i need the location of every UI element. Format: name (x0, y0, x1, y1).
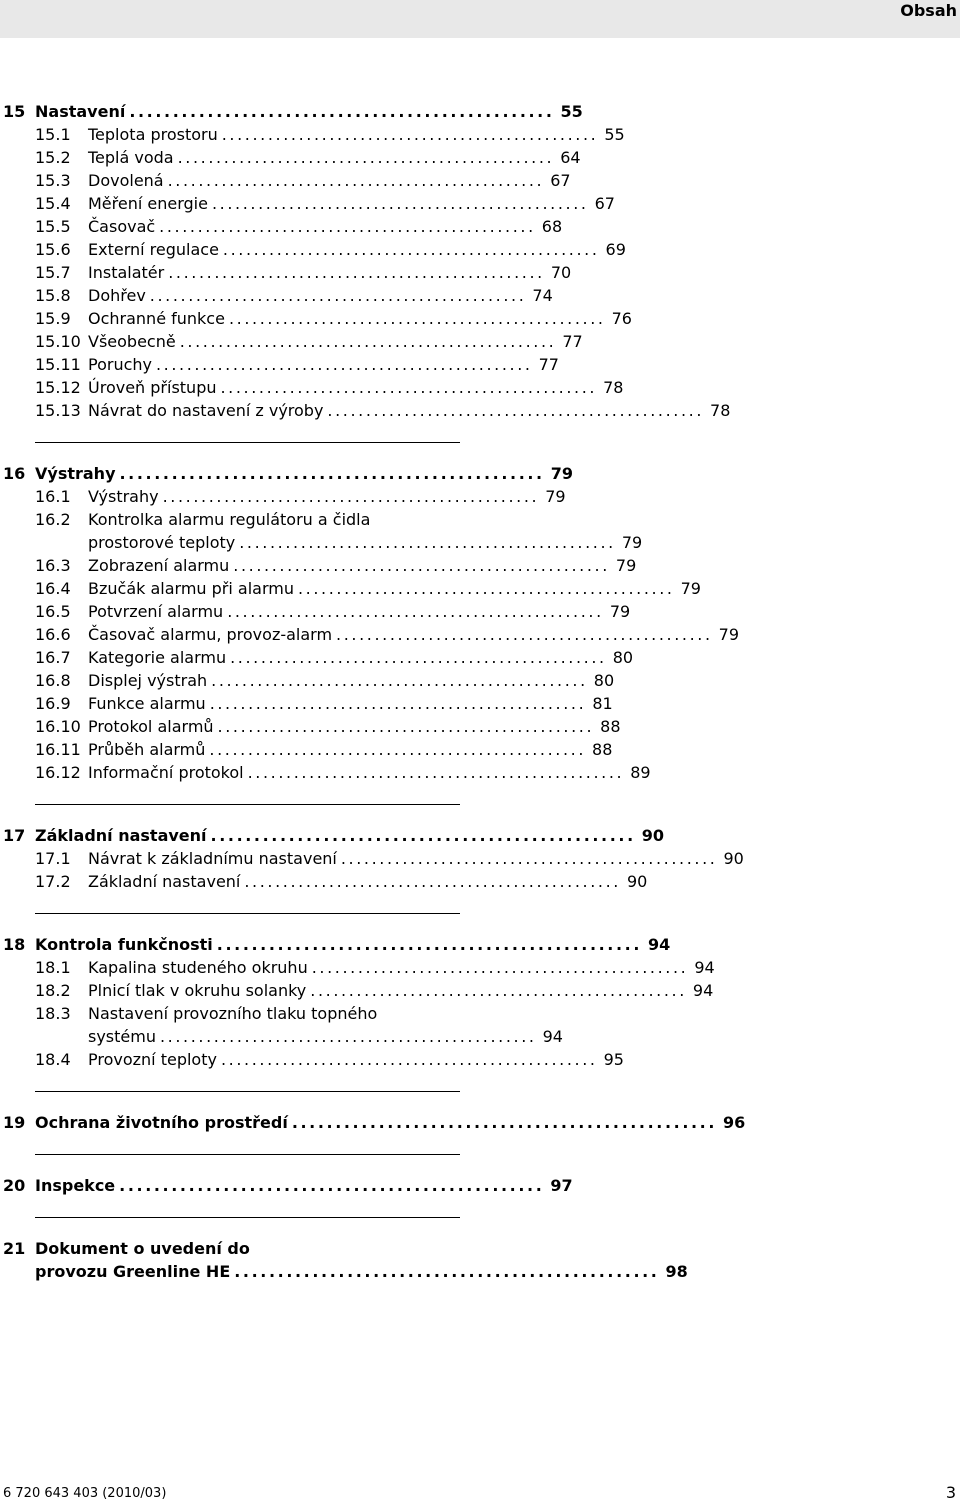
entry-page[interactable]: 55 (560, 102, 583, 121)
entry-title[interactable]: Výstrahy (88, 487, 159, 506)
toc-section-18 (3, 913, 715, 1071)
entry-body (35, 1260, 688, 1283)
entry-page[interactable]: 74 (532, 286, 553, 305)
entry-page[interactable]: 69 (605, 240, 626, 259)
dot-leader: ................................................. (227, 602, 604, 621)
entry-body (88, 307, 632, 330)
dot-leader: ................................................. (177, 148, 555, 167)
entry-page[interactable]: 77 (562, 332, 583, 351)
entry-number: 17.2 (35, 872, 71, 891)
dot-leader: ................................................. (216, 935, 643, 954)
entry-title[interactable]: Nastavení (35, 102, 126, 121)
entry-number: 17 (3, 826, 26, 845)
entry-page[interactable]: 79 (550, 464, 573, 483)
toc-entry-row[interactable] (3, 761, 651, 784)
toc-entry-row[interactable] (3, 353, 559, 376)
entry-number: 18.1 (35, 958, 71, 977)
toc-section-21 (3, 1217, 688, 1283)
entry-number: 16.11 (35, 740, 81, 759)
toc-section-15 (3, 100, 731, 422)
entry-title[interactable]: Funkce alarmu (88, 694, 206, 713)
toc-chapter-row[interactable] (3, 1174, 573, 1197)
entry-title[interactable]: Potvrzení alarmu (88, 602, 224, 621)
dot-leader: ................................................. (168, 263, 545, 282)
toc-entry-row[interactable] (3, 485, 566, 508)
entry-page[interactable]: 94 (648, 935, 671, 954)
toc-entry-row[interactable] (3, 508, 460, 531)
entry-page[interactable]: 55 (604, 125, 625, 144)
dot-leader: ................................................. (159, 1027, 537, 1046)
entry-body (88, 485, 566, 508)
dot-leader: ................................................. (167, 171, 545, 190)
entry-page[interactable]: 64 (560, 148, 581, 167)
dot-leader: ................................................. (209, 740, 587, 759)
dot-leader: ................................................. (119, 464, 545, 483)
section-divider (35, 1217, 460, 1218)
dot-leader: ................................................. (336, 625, 713, 644)
entry-title-continued[interactable]: prostorové teploty (88, 533, 236, 552)
header-title: Obsah (900, 1, 957, 20)
entry-body (88, 554, 637, 577)
toc-entry-row[interactable] (3, 669, 615, 692)
entry-page[interactable]: 78 (603, 378, 624, 397)
entry-body (88, 1048, 624, 1071)
entry-page[interactable]: 98 (665, 1262, 688, 1281)
dot-leader: ................................................. (230, 648, 607, 667)
entry-title[interactable]: Protokol alarmů (88, 717, 214, 736)
entry-title[interactable]: Dohřev (88, 286, 146, 305)
entry-number: 15.11 (35, 355, 81, 374)
dot-leader: ................................................. (221, 125, 599, 144)
dot-leader: ................................................. (210, 826, 636, 845)
entry-body (88, 646, 634, 669)
entry-number: 16.9 (35, 694, 71, 713)
toc-entry-row[interactable] (3, 123, 625, 146)
entry-title[interactable]: Nastavení provozního tlaku topného (88, 1004, 378, 1023)
dot-leader: ................................................. (310, 981, 687, 1000)
entry-number: 15.12 (35, 378, 81, 397)
toc-entry-row[interactable] (3, 399, 731, 422)
page-number: 3 (945, 1483, 956, 1502)
entry-title[interactable]: Kapalina studeného okruhu (88, 958, 308, 977)
entry-body (88, 738, 613, 761)
toc-entry-row[interactable] (3, 238, 626, 261)
entry-title[interactable]: Plnicí tlak v okruhu solanky (88, 981, 307, 1000)
toc-entry-row[interactable] (3, 715, 621, 738)
entry-page[interactable]: 68 (541, 217, 563, 236)
entry-body (88, 1025, 563, 1048)
toc-entry-row[interactable] (3, 646, 634, 669)
section-divider (35, 1154, 460, 1155)
entry-title[interactable]: Všeobecně (88, 332, 176, 351)
entry-page[interactable]: 89 (630, 763, 651, 782)
entry-body (35, 824, 665, 847)
entry-number: 17.1 (35, 849, 71, 868)
dot-leader: ................................................. (291, 1113, 718, 1132)
entry-page[interactable]: 77 (538, 355, 559, 374)
entry-title[interactable]: Průběh alarmů (88, 740, 206, 759)
entry-body (88, 669, 615, 692)
toc-entry-row[interactable] (3, 169, 571, 192)
document-code: 6 720 643 403 (2010/03) (3, 1486, 167, 1501)
entry-body (35, 1174, 573, 1197)
entry-number: 16.3 (35, 556, 71, 575)
entry-number: 16.12 (35, 763, 81, 782)
section-divider (35, 1091, 460, 1092)
entry-title[interactable]: Návrat k základnímu nastavení (88, 849, 337, 868)
entry-page[interactable]: 79 (680, 579, 701, 598)
table-of-contents (3, 100, 746, 1303)
entry-body (88, 353, 559, 376)
entry-body (88, 215, 563, 238)
entry-title[interactable]: Úroveň přístupu (88, 378, 217, 397)
toc-entry-row[interactable] (3, 307, 632, 330)
entry-title[interactable]: Teplá voda (88, 148, 174, 167)
entry-page[interactable]: 79 (545, 487, 566, 506)
entry-page[interactable]: 90 (641, 826, 665, 845)
dot-leader: ................................................. (247, 763, 625, 782)
section-divider (35, 804, 460, 805)
toc-entry-row[interactable] (3, 577, 701, 600)
entry-number: 18.4 (35, 1050, 71, 1069)
entry-body (35, 933, 671, 956)
dot-leader: ................................................. (149, 286, 527, 305)
dot-leader: ................................................. (239, 533, 616, 552)
toc-chapter-row[interactable] (3, 933, 671, 956)
toc-entry-row[interactable] (3, 1002, 460, 1025)
toc-entry-row[interactable] (3, 979, 714, 1002)
toc-chapter-row[interactable] (3, 824, 665, 847)
entry-body (88, 600, 631, 623)
entry-number: 15.6 (35, 240, 71, 259)
entry-number: 16.7 (35, 648, 71, 667)
entry-body (88, 956, 715, 979)
entry-title[interactable]: Výstrahy (35, 464, 116, 483)
dot-leader: ................................................. (327, 401, 705, 420)
entry-page[interactable]: 94 (692, 981, 714, 1000)
dot-leader: ................................................. (220, 1050, 598, 1069)
entry-body (88, 123, 625, 146)
entry-body (88, 376, 624, 399)
entry-number: 15.10 (35, 332, 81, 351)
entry-number: 16.5 (35, 602, 71, 621)
dot-leader: ................................................. (162, 487, 540, 506)
entry-page[interactable]: 81 (592, 694, 613, 713)
toc-chapter-row[interactable] (3, 100, 583, 123)
dot-leader: ................................................. (220, 378, 598, 397)
entry-number: 15.9 (35, 309, 71, 328)
entry-page[interactable]: 94 (694, 958, 715, 977)
toc-section-20 (3, 1154, 573, 1197)
entry-number: 15 (3, 102, 26, 121)
entry-number: 15.4 (35, 194, 71, 213)
toc-entry-row[interactable] (3, 847, 744, 870)
toc-entry-row[interactable] (3, 554, 637, 577)
entry-number: 15.1 (35, 125, 71, 144)
toc-entry-row[interactable] (3, 1048, 624, 1071)
toc-entry-row[interactable] (3, 692, 613, 715)
toc-section-19 (3, 1091, 746, 1134)
entry-page[interactable]: 90 (723, 849, 744, 868)
entry-title[interactable]: Kontrola funkčnosti (35, 935, 213, 954)
entry-title[interactable]: Kontrolka alarmu regulátoru a čidla (88, 510, 371, 529)
entry-page[interactable]: 88 (600, 717, 621, 736)
toc-entry-row[interactable] (3, 376, 624, 399)
toc-entry-row[interactable] (3, 284, 553, 307)
toc-entry-row[interactable] (3, 623, 740, 646)
dot-leader: ................................................. (244, 872, 621, 891)
entry-number: 15.2 (35, 148, 71, 167)
entry-number: 15.3 (35, 171, 71, 190)
entry-body (88, 238, 626, 261)
entry-number: 15.8 (35, 286, 71, 305)
entry-page[interactable]: 67 (550, 171, 571, 190)
entry-title[interactable]: Zobrazení alarmu (88, 556, 230, 575)
entry-number: 16.2 (35, 510, 71, 529)
entry-body (88, 261, 572, 284)
entry-page[interactable]: 94 (542, 1027, 563, 1046)
toc-entry-row[interactable] (3, 738, 613, 761)
entry-body (88, 979, 714, 1002)
section-divider (35, 913, 460, 914)
dot-leader: ................................................. (209, 694, 587, 713)
entry-body (88, 531, 643, 554)
entry-number: 16.10 (35, 717, 81, 736)
entry-number: 19 (3, 1113, 26, 1132)
entry-number: 15.7 (35, 263, 71, 282)
section-divider (35, 442, 460, 443)
entry-body (88, 146, 581, 169)
toc-chapter-row[interactable] (3, 1111, 746, 1134)
entry-page[interactable]: 79 (718, 625, 740, 644)
entry-number: 16 (3, 464, 26, 483)
entry-title[interactable]: Displej výstrah (88, 671, 208, 690)
entry-number: 20 (3, 1176, 26, 1195)
dot-leader: ................................................. (233, 556, 610, 575)
entry-body (88, 169, 571, 192)
entry-title[interactable]: Dokument o uvedení do (35, 1239, 250, 1258)
entry-body (88, 761, 651, 784)
entry-page[interactable]: 95 (603, 1050, 624, 1069)
entry-page[interactable]: 67 (594, 194, 615, 213)
dot-leader: ................................................. (159, 217, 536, 236)
toc-entry-row[interactable] (3, 870, 648, 893)
entry-body (88, 1002, 460, 1025)
entry-body (88, 623, 740, 646)
dot-leader: ................................................. (222, 240, 600, 259)
entry-title[interactable]: Časovač (88, 217, 156, 236)
entry-number: 16.4 (35, 579, 71, 598)
entry-title[interactable]: Bzučák alarmu při alarmu (88, 579, 294, 598)
entry-body (35, 100, 583, 123)
entry-number: 15.5 (35, 217, 71, 236)
toc-entry-row[interactable] (3, 600, 631, 623)
dot-leader: ................................................. (119, 1176, 545, 1195)
dot-leader: ................................................. (228, 309, 606, 328)
entry-page[interactable]: 76 (611, 309, 632, 328)
dot-leader: ................................................. (340, 849, 718, 868)
entry-page[interactable]: 80 (612, 648, 634, 667)
entry-title-continued[interactable]: systému (88, 1027, 156, 1046)
entry-body (35, 462, 573, 485)
toc-chapter-row-continued[interactable] (3, 1260, 688, 1283)
entry-body (88, 870, 648, 893)
entry-number: 16.1 (35, 487, 71, 506)
toc-entry-row[interactable] (3, 215, 563, 238)
entry-number: 21 (3, 1239, 26, 1258)
entry-body (35, 1111, 746, 1134)
dot-leader: ................................................. (129, 102, 555, 121)
entry-title-continued[interactable]: provozu Greenline HE (35, 1262, 231, 1281)
toc-section-16 (3, 442, 740, 784)
entry-number: 18.3 (35, 1004, 71, 1023)
entry-body (88, 577, 701, 600)
entry-page[interactable]: 90 (627, 872, 648, 891)
entry-title[interactable]: Základní nastavení (35, 826, 207, 845)
entry-page[interactable]: 79 (615, 556, 637, 575)
entry-body (88, 192, 615, 215)
header-bar (0, 0, 960, 38)
entry-page[interactable]: 97 (550, 1176, 573, 1195)
dot-leader: ................................................. (217, 717, 595, 736)
toc-entry-row-continued[interactable] (3, 531, 643, 554)
entry-title[interactable]: Inspekce (35, 1176, 116, 1195)
entry-title[interactable]: Informační protokol (88, 763, 244, 782)
entry-title[interactable]: Časovač alarmu, provoz-alarm (88, 625, 333, 644)
dot-leader: ................................................. (311, 958, 689, 977)
entry-page[interactable]: 96 (723, 1113, 746, 1132)
dot-leader: ................................................. (211, 671, 588, 690)
entry-body (88, 284, 553, 307)
entry-title[interactable]: Ochranné funkce (88, 309, 225, 328)
toc-entry-row[interactable] (3, 261, 572, 284)
toc-entry-row-continued[interactable] (3, 1025, 563, 1048)
dot-leader: ................................................. (297, 579, 675, 598)
entry-number: 16.8 (35, 671, 71, 690)
toc-entry-row[interactable] (3, 146, 581, 169)
entry-body (88, 399, 731, 422)
dot-leader: ................................................. (179, 332, 557, 351)
entry-body (88, 330, 583, 353)
toc-entry-row[interactable] (3, 192, 615, 215)
entry-number: 16.6 (35, 625, 71, 644)
entry-page[interactable]: 79 (621, 533, 643, 552)
entry-body (88, 692, 613, 715)
entry-title[interactable]: Měření energie (88, 194, 208, 213)
toc-chapter-row[interactable] (3, 462, 573, 485)
entry-title[interactable]: Dovolená (88, 171, 164, 190)
toc-entry-row[interactable] (3, 956, 715, 979)
entry-title[interactable]: Základní nastavení (88, 872, 241, 891)
entry-body (35, 1237, 460, 1260)
toc-chapter-row[interactable] (3, 1237, 460, 1260)
entry-title[interactable]: Externí regulace (88, 240, 219, 259)
entry-page[interactable]: 79 (609, 602, 631, 621)
dot-leader: ................................................. (211, 194, 589, 213)
entry-number: 18 (3, 935, 26, 954)
entry-title[interactable]: Provozní teploty (88, 1050, 217, 1069)
entry-body (88, 847, 744, 870)
entry-page[interactable]: 80 (593, 671, 615, 690)
toc-section-17 (3, 804, 744, 893)
entry-page[interactable]: 70 (550, 263, 572, 282)
entry-title[interactable]: Instalatér (88, 263, 165, 282)
entry-page[interactable]: 88 (592, 740, 613, 759)
entry-number: 18.2 (35, 981, 71, 1000)
entry-title[interactable]: Poruchy (88, 355, 152, 374)
entry-title[interactable]: Teplota prostoru (88, 125, 218, 144)
entry-title[interactable]: Ochrana životního prostředí (35, 1113, 288, 1132)
entry-body (88, 715, 621, 738)
entry-body (88, 508, 460, 531)
entry-page[interactable]: 78 (710, 401, 731, 420)
dot-leader: ................................................. (156, 355, 533, 374)
toc-entry-row[interactable] (3, 330, 583, 353)
dot-leader: ................................................. (234, 1262, 660, 1281)
entry-title[interactable]: Kategorie alarmu (88, 648, 227, 667)
entry-number: 15.13 (35, 401, 81, 420)
entry-title[interactable]: Návrat do nastavení z výroby (88, 401, 324, 420)
